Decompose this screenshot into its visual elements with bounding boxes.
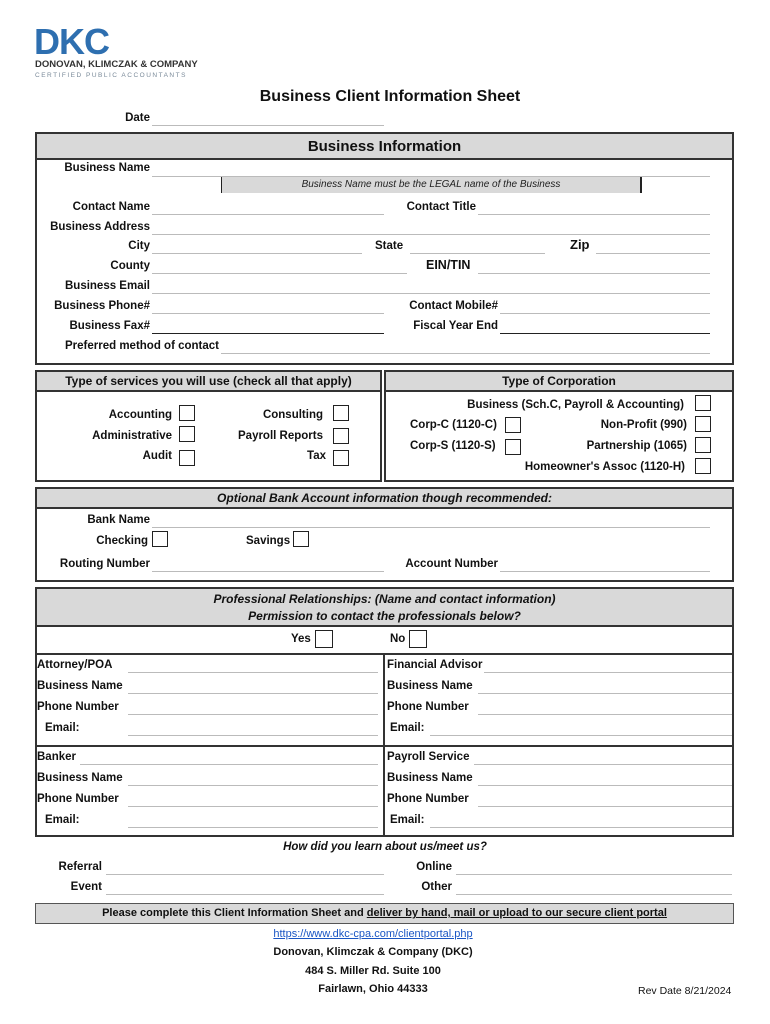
- savings-checkbox[interactable]: [293, 531, 309, 547]
- account-number-label: Account Number: [405, 558, 498, 570]
- attorney-phone-label: Phone Number: [37, 701, 119, 713]
- business-fax-field[interactable]: [152, 333, 384, 334]
- contact-mobile-label: Contact Mobile#: [409, 300, 498, 312]
- page-title: Business Client Information Sheet: [259, 88, 521, 105]
- corp-c-checkbox[interactable]: [505, 417, 521, 433]
- banker-field[interactable]: [80, 764, 378, 765]
- corporation-header: Type of Corporation: [386, 372, 732, 392]
- attorney-email-label: Email:: [45, 722, 80, 734]
- payroll-service-label: Payroll Service: [387, 751, 470, 763]
- bank-name-field[interactable]: [152, 527, 710, 528]
- fiscal-year-label: Fiscal Year End: [413, 320, 498, 332]
- state-label: State: [375, 240, 404, 252]
- banker-email-field[interactable]: [128, 827, 378, 828]
- county-label: County: [110, 260, 150, 272]
- professional-header-line1: Professional Relationships: (Name and contact information): [213, 592, 556, 606]
- business-info-header: Business Information: [37, 134, 732, 160]
- referral-field[interactable]: [106, 874, 384, 875]
- company-logo: [34, 21, 214, 82]
- consulting-label: Consulting: [262, 409, 323, 421]
- corp-business-checkbox[interactable]: [695, 395, 711, 411]
- attorney-business-field[interactable]: [128, 693, 378, 694]
- instruction-emphasis: deliver by hand, mail or upload to our secure client portal: [366, 907, 667, 919]
- advisor-business-label: Business Name: [387, 680, 473, 692]
- advisor-phone-field[interactable]: [478, 714, 732, 715]
- event-field[interactable]: [106, 894, 384, 895]
- logo-firm-name: DONOVAN, KLIMCZAK & COMPANY: [35, 59, 198, 70]
- consulting-checkbox[interactable]: [333, 405, 349, 421]
- business-phone-field[interactable]: [152, 313, 384, 314]
- ein-label: EIN/TIN: [426, 258, 471, 272]
- business-fax-label: Business Fax#: [69, 320, 150, 332]
- referral-question: How did you learn about us/meet us?: [283, 841, 487, 853]
- business-address-field[interactable]: [152, 234, 710, 235]
- business-address-label: Business Address: [50, 221, 150, 233]
- nonprofit-label: Non-Profit (990): [600, 419, 687, 431]
- banker-business-field[interactable]: [128, 785, 378, 786]
- contact-mobile-field[interactable]: [500, 313, 710, 314]
- company-address: 484 S. Miller Rd. Suite 100: [305, 965, 441, 977]
- attorney-business-label: Business Name: [37, 680, 123, 692]
- payroll-phone-label: Phone Number: [387, 793, 469, 805]
- zip-field[interactable]: [596, 253, 710, 254]
- attorney-email-field[interactable]: [128, 735, 378, 736]
- date-field[interactable]: [152, 125, 384, 126]
- account-number-field[interactable]: [500, 571, 710, 572]
- company-name: Donovan, Klimczak & Company (DKC): [273, 946, 473, 958]
- contact-title-label: Contact Title: [406, 201, 476, 213]
- event-label: Event: [70, 881, 102, 893]
- other-label: Other: [421, 881, 452, 893]
- payroll-business-label: Business Name: [387, 772, 473, 784]
- payroll-reports-label: Payroll Reports: [238, 430, 323, 442]
- logo-mark: DKC: [34, 21, 109, 62]
- administrative-checkbox[interactable]: [179, 426, 195, 442]
- audit-checkbox[interactable]: [179, 450, 195, 466]
- accounting-label: Accounting: [108, 409, 172, 421]
- online-field[interactable]: [456, 874, 732, 875]
- permission-no-label: No: [390, 633, 406, 645]
- company-city: Fairlawn, Ohio 44333: [318, 983, 428, 995]
- attorney-label: Attorney/POA: [37, 659, 113, 671]
- zip-label: Zip: [570, 237, 590, 252]
- payroll-business-field[interactable]: [478, 785, 732, 786]
- ein-field[interactable]: [478, 273, 710, 274]
- professional-header-line2: Permission to contact the professionals below?: [248, 609, 521, 623]
- nonprofit-checkbox[interactable]: [695, 416, 711, 432]
- audit-label: Audit: [142, 450, 172, 462]
- advisor-business-field[interactable]: [478, 693, 732, 694]
- banker-phone-field[interactable]: [128, 806, 378, 807]
- advisor-phone-label: Phone Number: [387, 701, 469, 713]
- portal-link[interactable]: https://www.dkc-cpa.com/clientportal.php: [273, 928, 473, 940]
- banker-email-label: Email:: [45, 814, 80, 826]
- tax-label: Tax: [307, 450, 326, 462]
- fiscal-year-field[interactable]: [500, 333, 710, 334]
- homeowners-label: Homeowner's Assoc (1120-H): [524, 461, 685, 473]
- permission-no-checkbox[interactable]: [409, 630, 427, 648]
- online-label: Online: [416, 861, 452, 873]
- contact-name-label: Contact Name: [72, 201, 150, 213]
- accounting-checkbox[interactable]: [179, 405, 195, 421]
- business-phone-label: Business Phone#: [54, 300, 150, 312]
- preferred-contact-label: Preferred method of contact: [65, 340, 219, 352]
- bank-name-label: Bank Name: [87, 514, 150, 526]
- services-header: Type of services you will use (check all that apply): [37, 372, 380, 392]
- legal-name-note: Business Name must be the LEGAL name of the Business: [221, 177, 642, 193]
- advisor-email-field[interactable]: [430, 735, 732, 736]
- business-name-label: Business Name: [64, 162, 150, 174]
- other-field[interactable]: [456, 894, 732, 895]
- checking-label: Checking: [96, 535, 148, 547]
- referral-label: Referral: [58, 861, 102, 873]
- partnership-checkbox[interactable]: [695, 437, 711, 453]
- business-email-field[interactable]: [152, 293, 710, 294]
- instruction-banner: [35, 903, 734, 924]
- checking-checkbox[interactable]: [152, 531, 168, 547]
- corp-s-checkbox[interactable]: [505, 439, 521, 455]
- payroll-email-label: Email:: [390, 814, 425, 826]
- professional-header: [37, 589, 732, 627]
- contact-title-field[interactable]: [478, 214, 710, 215]
- county-field[interactable]: [152, 273, 407, 274]
- partnership-label: Partnership (1065): [586, 440, 687, 452]
- payroll-service-field[interactable]: [474, 764, 732, 765]
- advisor-label: Financial Advisor: [387, 659, 483, 671]
- payroll-reports-checkbox[interactable]: [333, 428, 349, 444]
- homeowners-checkbox[interactable]: [695, 458, 711, 474]
- savings-label: Savings: [246, 535, 291, 547]
- logo-tagline: CERTIFIED PUBLIC ACCOUNTANTS: [35, 72, 187, 79]
- banker-label: Banker: [37, 751, 76, 763]
- routing-number-field[interactable]: [152, 571, 384, 572]
- city-field[interactable]: [152, 253, 362, 254]
- permission-yes-label: Yes: [291, 633, 311, 645]
- revision-date: Rev Date 8/21/2024: [638, 985, 732, 997]
- administrative-label: Administrative: [92, 430, 172, 442]
- attorney-field[interactable]: [128, 672, 378, 673]
- payroll-email-field[interactable]: [430, 827, 732, 828]
- business-email-label: Business Email: [64, 280, 150, 292]
- bank-header: Optional Bank Account information though recommended:: [37, 489, 732, 509]
- corp-s-label: Corp-S (1120-S): [410, 440, 496, 452]
- preferred-contact-field[interactable]: [221, 353, 710, 354]
- services-section: [35, 370, 382, 482]
- payroll-phone-field[interactable]: [478, 806, 732, 807]
- city-label: City: [128, 240, 150, 252]
- banker-business-label: Business Name: [37, 772, 123, 784]
- divider: [383, 653, 385, 837]
- advisor-email-label: Email:: [390, 722, 425, 734]
- contact-name-field[interactable]: [152, 214, 384, 215]
- attorney-phone-field[interactable]: [128, 714, 378, 715]
- banker-phone-label: Phone Number: [37, 793, 119, 805]
- routing-number-label: Routing Number: [59, 558, 150, 570]
- date-label: Date: [125, 112, 150, 124]
- tax-checkbox[interactable]: [333, 450, 349, 466]
- corp-c-label: Corp-C (1120-C): [410, 419, 497, 431]
- state-field[interactable]: [410, 253, 545, 254]
- permission-yes-checkbox[interactable]: [315, 630, 333, 648]
- advisor-field[interactable]: [484, 672, 732, 673]
- corp-business-label: Business (Sch.C, Payroll & Accounting): [467, 399, 684, 411]
- instruction-text: Please complete this Client Information Sheet and: [102, 907, 367, 919]
